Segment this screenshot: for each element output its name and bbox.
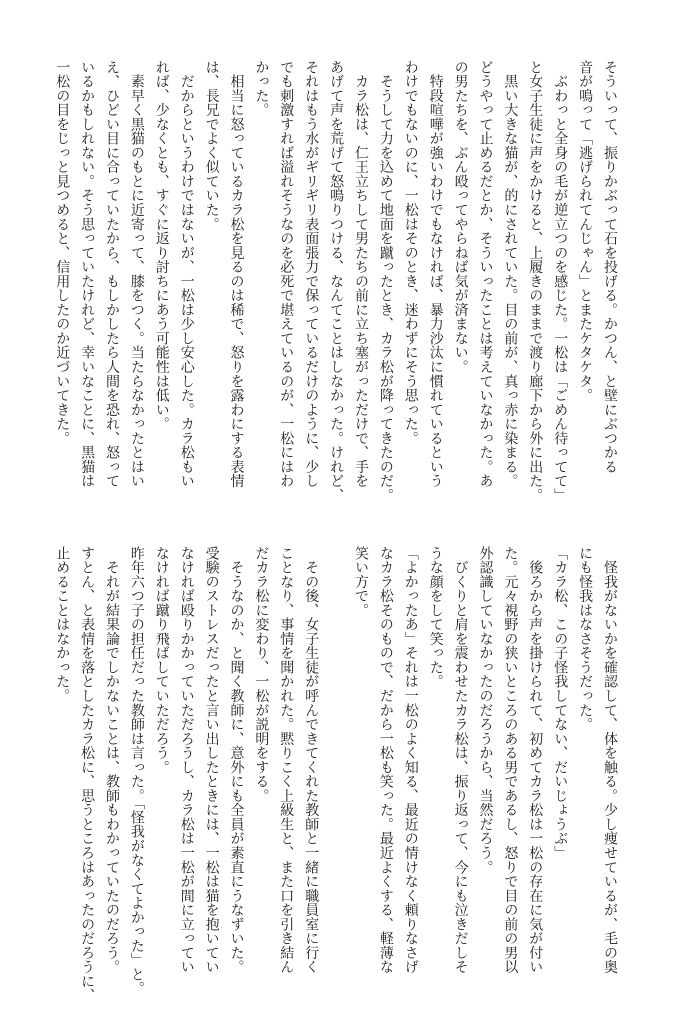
text-column: なければ殴りかかっていただろうし、カラ松は一松が間に立ってい — [178, 546, 195, 975]
text-column: 一松の目をじっと見つめると、信用したのか近づいてきた。 — [54, 60, 71, 446]
text-column: の男たちを、ぶん殴ってやらねば気が済まない。 — [452, 60, 469, 374]
text-column: どうやって止めるだとか、そういったことは考えていなかった。あ — [477, 60, 494, 489]
text-column: いるかもしれない。そう思っていたけれど、幸いなことに、黒猫は — [79, 60, 96, 489]
text-column: 素早く黒猫のもとに近寄って、膝をつく。当たらなかったとはい — [128, 60, 145, 489]
text-column: それが結果論でしかないことは、教師もわかっていたのだろう。 — [104, 546, 120, 975]
text-column: 昨年六つ子の担任だった教師は言った。「怪我がなくてよかった」と。 — [128, 546, 145, 996]
text-column: だカラ松に変わり、一松が説明をする。 — [253, 546, 270, 803]
text-column: そうなのか、と聞く教師に、意外にも全員が素直にうなずいた。 — [228, 546, 245, 975]
text-column: それはもう水がギリギリ表面張力で保っているだけのように、少し — [303, 60, 320, 489]
text-column: カラ松は、仁王立ちして男たちの前に立ち塞がっただけで、手を — [353, 60, 369, 489]
text-column: は、長兄でよく似ていた。 — [203, 60, 220, 232]
text-column: 黒い大きな猫が、的にされていた。目の前が、真っ赤に染まる。 — [502, 60, 519, 489]
text-column: 止めることはなかった。 — [54, 546, 71, 703]
text-column: 笑い方で。 — [353, 546, 369, 618]
text-column: 後ろから声を掛けられて、初めてカラ松は一松の存在に気が付い — [527, 546, 544, 975]
text-column: そうして力を込めて地面を蹴ったとき、カラ松が降ってきたのだ。 — [377, 60, 394, 503]
text-column: にも怪我はなさそうだった。 — [577, 546, 594, 732]
text-column: そういって、振りかぶって石を投げる。かつん、と壁にぶつかる — [602, 60, 618, 474]
text-column: あげて声を荒げて怒鳴りつける、なんてことはしなかった。けれど、 — [328, 60, 345, 503]
text-column: 怪我がないかを確認して、体を触る。少し痩せているが、毛の奥 — [602, 546, 618, 975]
text-column: だからというわけではないが、一松は少し安心した。カラ松もい — [178, 60, 195, 489]
text-column: ぶわっと全身の毛が逆立つのを感じた。一松は「ごめん待ってて」 — [552, 60, 569, 503]
text-column: 相当に怒っているカラ松を見るのは稀で、怒りを露わにする表情 — [228, 60, 245, 489]
text-column: その後、女子生徒が呼んできてくれた教師と一緒に職員室に行く — [303, 546, 320, 975]
text-column: わけでもないのに、一松はそのとき、迷わずにそう思った。 — [402, 60, 419, 446]
text-column: え、ひどい目に合っていたから、もしかしたら人間を恐れ、怒って — [104, 60, 120, 489]
text-column: 「カラ松、この子怪我してない、だいじょうぶ」 — [552, 546, 569, 860]
text-column: 特段喧嘩が強いわけでもなければ、暴力沙汰に慣れているという — [427, 60, 444, 489]
text-column: た。元々視野の狭いところのある男であるし、怒りで目の前の男以 — [502, 546, 519, 975]
text-column: でも刺激すれば溢れそうなのを必死で堪えているのが、一松にはわ — [278, 60, 295, 489]
text-column: かった。 — [253, 60, 270, 118]
text-column: なければ蹴り飛ばしていただろう。 — [153, 546, 170, 775]
text-column: すとん、と表情を落としたカラ松に、思うところはあったのだろうに、 — [79, 546, 96, 1003]
text-column: と女子生徒に声をかけると、上履きのままで渡り廊下から外に出た。 — [527, 60, 544, 503]
text-column: ことなり、事情を聞かれた。黙りこく上級生と、また口を引き結ん — [278, 546, 295, 975]
text-column: 「よかったあ」それは一松のよく知る、最近の情けなく頼りなさげ — [402, 546, 419, 975]
text-column: 音が鳴って「逃げられてんじゃん」とまたケタケタ。 — [577, 60, 594, 403]
text-column: 受験のストレスだったと言い出したときには、一松は猫を抱いてい — [203, 546, 220, 975]
text-column: うな顔をして笑った。 — [427, 546, 444, 689]
text-column: れば、少なくとも、すぐに返り討ちにあう可能性は低い。 — [153, 60, 170, 432]
text-column: 外認識していなかったのだろうから、当然だろう。 — [477, 546, 494, 875]
text-column: なカラ松そのもので、だから一松も笑った。最近よくする、軽薄な — [377, 546, 394, 975]
text-column: びくりと肩を震わせたカラ松は、振り返って、今にも泣きだしそ — [452, 546, 469, 975]
